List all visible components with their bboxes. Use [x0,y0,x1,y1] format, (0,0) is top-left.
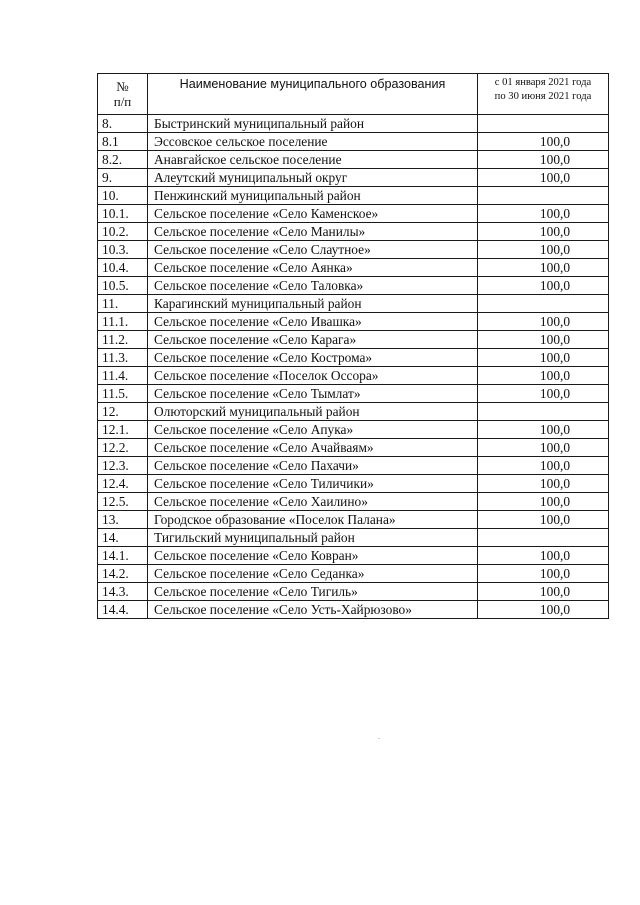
table-row [98,475,609,493]
table-row [98,349,609,367]
header-period [478,74,609,115]
header-number [98,74,148,115]
row-value: 100,0 [478,223,609,241]
table-row [98,511,609,529]
table-body [98,115,609,619]
table-row [98,385,609,403]
table-row [98,313,609,331]
row-value: 100,0 [478,565,609,583]
row-number: 12.5. [98,493,148,511]
table-row [98,601,609,619]
row-value: 100,0 [478,583,609,601]
row-name: Сельское поселение «Село Ивашка» [148,313,478,331]
row-number: 10. [98,187,148,205]
row-number: 14. [98,529,148,547]
row-number: 10.4. [98,259,148,277]
header-number-line1: № [116,79,129,94]
row-value [478,115,609,133]
row-value: 100,0 [478,601,609,619]
municipal-table [97,73,609,619]
row-value: 100,0 [478,511,609,529]
row-name: Карагинский муниципальный район [148,295,478,313]
table-row [98,223,609,241]
row-value: 100,0 [478,259,609,277]
row-value: 100,0 [478,313,609,331]
row-value: 100,0 [478,475,609,493]
table-header-row [98,74,609,115]
table-row [98,439,609,457]
row-name: Сельское поселение «Село Ачайваям» [148,439,478,457]
row-number: 11.1. [98,313,148,331]
row-number: 9. [98,169,148,187]
row-name: Быстринский муниципальный район [148,115,478,133]
document-table-container [97,73,608,619]
table-row [98,187,609,205]
row-number: 12.3. [98,457,148,475]
table-row [98,151,609,169]
row-name: Сельское поселение «Село Пахачи» [148,457,478,475]
table-row [98,331,609,349]
row-number: 8.2. [98,151,148,169]
row-name: Алеутский муниципальный округ [148,169,478,187]
row-number: 11.4. [98,367,148,385]
row-name: Сельское поселение «Село Апука» [148,421,478,439]
row-number: 12.2. [98,439,148,457]
row-number: 11.5. [98,385,148,403]
row-number: 14.4. [98,601,148,619]
row-value: 100,0 [478,547,609,565]
row-number: 10.5. [98,277,148,295]
table-row [98,205,609,223]
header-period-line1: с 01 января 2021 года [494,77,592,88]
row-number: 13. [98,511,148,529]
row-name: Сельское поселение «Село Кострома» [148,349,478,367]
table-row [98,493,609,511]
row-name: Олюторский муниципальный район [148,403,478,421]
row-number: 11.3. [98,349,148,367]
table-row [98,169,609,187]
row-name: Сельское поселение «Село Усть-Хайрюзово» [148,601,478,619]
table-row [98,295,609,313]
row-number: 10.3. [98,241,148,259]
row-value [478,187,609,205]
table-row [98,259,609,277]
table-row [98,583,609,601]
row-name: Сельское поселение «Село Седанка» [148,565,478,583]
row-number: 12.4. [98,475,148,493]
scan-speck [378,738,380,739]
row-number: 8.1 [98,133,148,151]
row-name: Тигильский муниципальный район [148,529,478,547]
table-row [98,241,609,259]
row-number: 8. [98,115,148,133]
table-row [98,565,609,583]
table-row [98,421,609,439]
row-name: Сельское поселение «Село Хаилино» [148,493,478,511]
row-name: Сельское поселение «Поселок Оссора» [148,367,478,385]
row-value: 100,0 [478,241,609,259]
row-name: Пенжинский муниципальный район [148,187,478,205]
row-number: 14.2. [98,565,148,583]
row-value: 100,0 [478,493,609,511]
row-number: 11.2. [98,331,148,349]
row-name: Сельское поселение «Село Аянка» [148,259,478,277]
row-name: Сельское поселение «Село Карага» [148,331,478,349]
table-row [98,115,609,133]
row-value: 100,0 [478,331,609,349]
row-value [478,295,609,313]
row-number: 11. [98,295,148,313]
header-period-line2: по 30 июня 2021 года [494,91,592,102]
row-name: Городское образование «Поселок Палана» [148,511,478,529]
row-value: 100,0 [478,133,609,151]
row-number: 12.1. [98,421,148,439]
row-value: 100,0 [478,421,609,439]
row-name: Сельское поселение «Село Слаутное» [148,241,478,259]
row-number: 10.1. [98,205,148,223]
row-value [478,529,609,547]
row-name: Анавгайское сельское поселение [148,151,478,169]
row-name: Сельское поселение «Село Каменское» [148,205,478,223]
row-value: 100,0 [478,439,609,457]
table-row [98,457,609,475]
row-value: 100,0 [478,169,609,187]
row-name: Эссовское сельское поселение [148,133,478,151]
row-name: Сельское поселение «Село Ковран» [148,547,478,565]
row-value: 100,0 [478,277,609,295]
table-row [98,367,609,385]
row-number: 14.1. [98,547,148,565]
row-value: 100,0 [478,151,609,169]
row-name: Сельское поселение «Село Тигиль» [148,583,478,601]
row-name: Сельское поселение «Село Тиличики» [148,475,478,493]
row-value: 100,0 [478,457,609,475]
table-row [98,403,609,421]
row-value: 100,0 [478,385,609,403]
row-number: 12. [98,403,148,421]
row-value: 100,0 [478,367,609,385]
table-row [98,133,609,151]
row-value: 100,0 [478,349,609,367]
row-number: 14.3. [98,583,148,601]
row-value: 100,0 [478,205,609,223]
table-row [98,277,609,295]
row-name: Сельское поселение «Село Тымлат» [148,385,478,403]
table-row [98,547,609,565]
header-name: Наименование муниципального образования [148,74,478,115]
header-number-line2: п/п [113,94,132,109]
row-value [478,403,609,421]
row-name: Сельское поселение «Село Манилы» [148,223,478,241]
row-name: Сельское поселение «Село Таловка» [148,277,478,295]
table-row [98,529,609,547]
row-number: 10.2. [98,223,148,241]
